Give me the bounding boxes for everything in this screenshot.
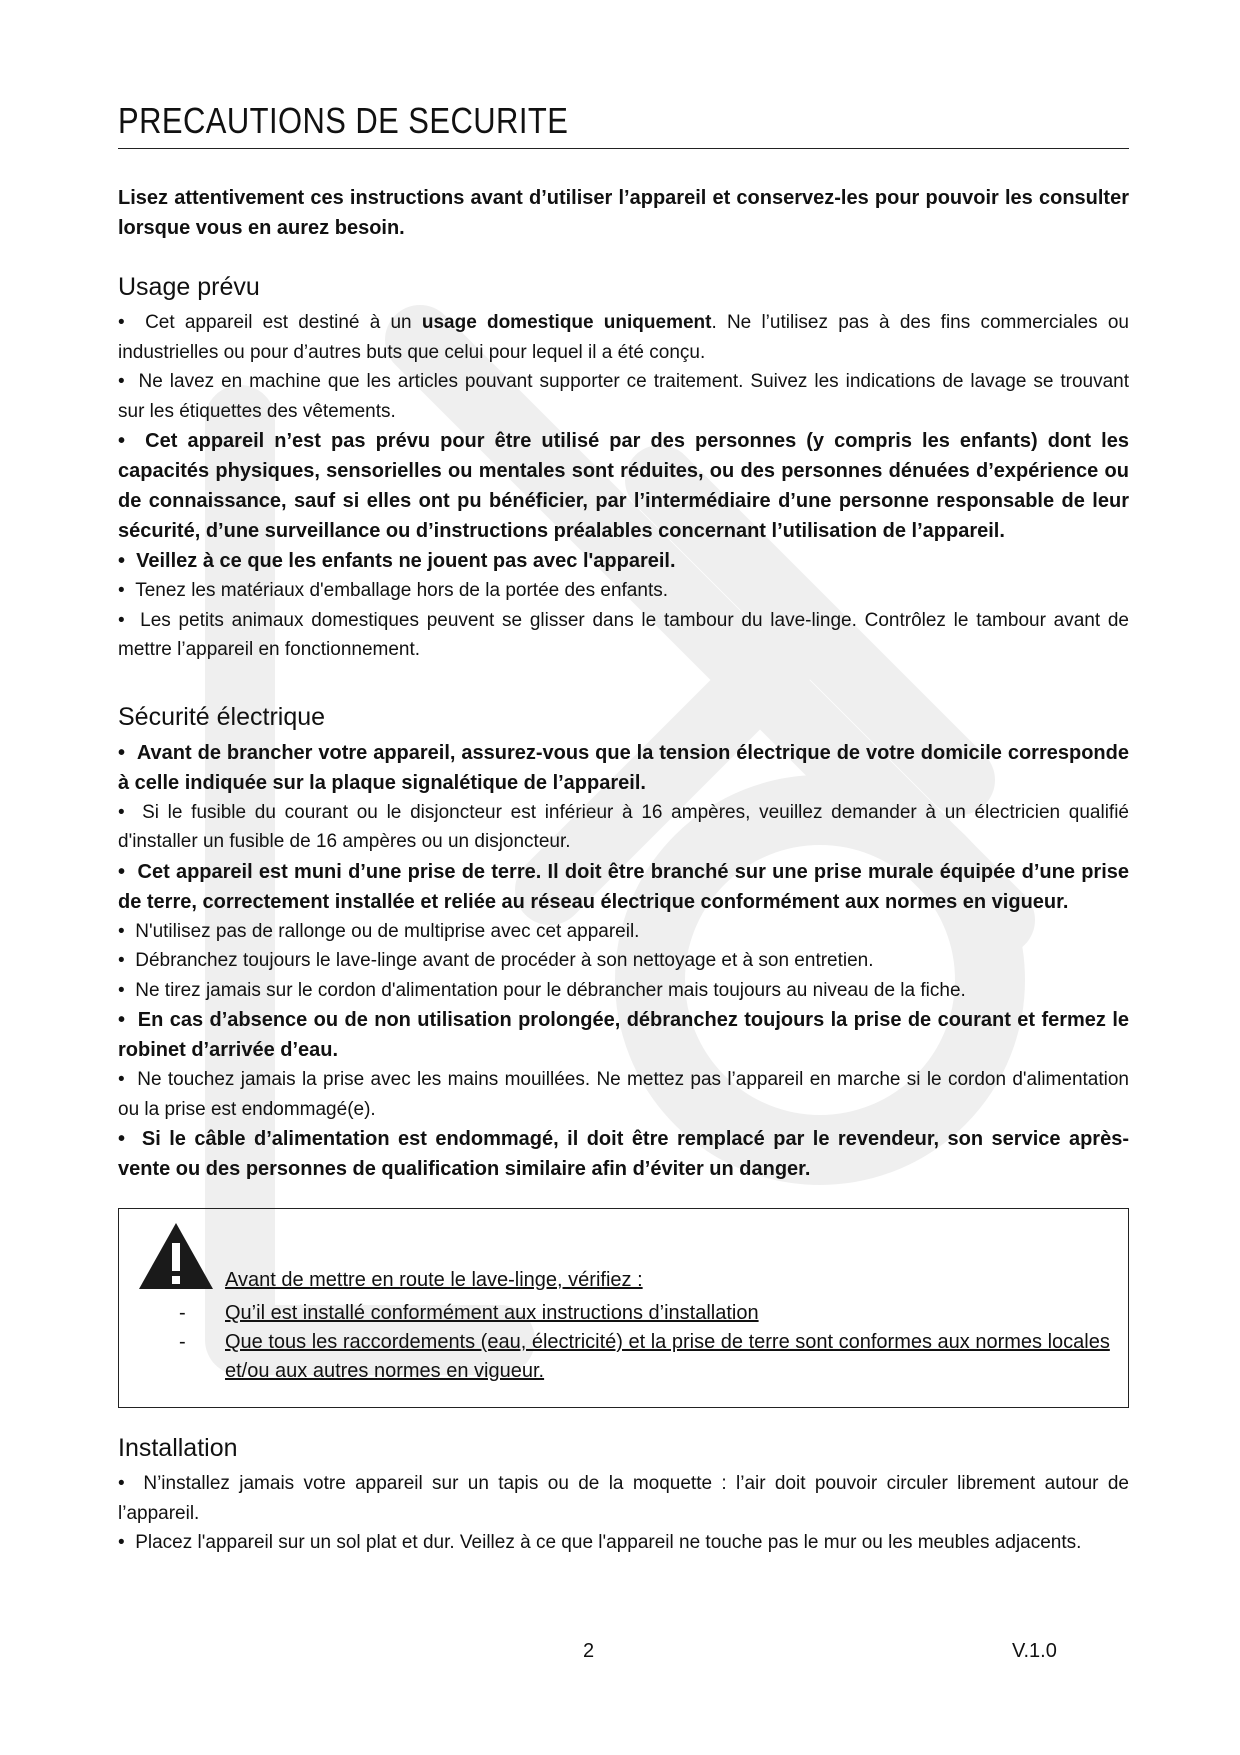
item-text: Qu’il est installé conformément aux instructions d’installation bbox=[225, 1302, 759, 1324]
section-heading-usage: Usage prévu bbox=[118, 273, 260, 301]
item-text: . Ne l’utilisez pas à des fins commerciales ou industrielles ou pour d’autres buts que celui pour lequel il a été conçu. bbox=[118, 312, 1129, 363]
document-page bbox=[118, 100, 1129, 1558]
item-emphasis: usage domestique uniquement bbox=[421, 312, 712, 333]
list-item: • Ne tirez jamais sur le cordon d'alimentation pour le débrancher mais toujours au niveau de la fiche. bbox=[118, 976, 1129, 1006]
list-item: • Si le câble d’alimentation est endommagé, il doit être remplacé par le revendeur, son service après-vente ou des personnes de qualification similaire afin d’éviter un danger. bbox=[118, 1124, 1129, 1184]
intro-paragraph: Lisez attentivement ces instructions avant d’utiliser l’appareil et conservez-les pour pouvoir les consulter lorsque vous en aurez besoin. bbox=[118, 187, 1129, 239]
list-item: • Ne touchez jamais la prise avec les mains mouillées. Ne mettez pas l’appareil en marche si le cordon d'alimentation ou la prise est endommagé(e). bbox=[118, 1065, 1129, 1124]
section-heading-electric: Sécurité électrique bbox=[118, 702, 326, 731]
warning-list bbox=[179, 1299, 1114, 1386]
dash-marker: - bbox=[179, 1302, 186, 1324]
list-item: • Cet appareil n’est pas prévu pour être utilisé par des personnes (y compris les enfants) dont les capacités physiques, sensorielles ou mentales sont réduites, ou des personnes dénuées d’expérience ou de connaissance, sauf si elles ont pu bénéficier, par l’intermédiaire d’une personne responsable de leur sécurité, d’une surveillance ou d’instructions préalables concernant l’utilisation de l’appareil. bbox=[118, 426, 1129, 546]
warning-triangle-icon bbox=[137, 1221, 215, 1291]
list-item: • Ne lavez en machine que les articles pouvant supporter ce traitement. Suivez les indications de lavage se trouvant sur les étiquettes des vêtements. bbox=[118, 367, 1129, 426]
list-item: • N’installez jamais votre appareil sur un tapis ou de la moquette : l’air doit pouvoir circuler librement autour de l’appareil. bbox=[118, 1469, 1129, 1528]
page-number: 2 bbox=[583, 1640, 595, 1662]
list-item: • Avant de brancher votre appareil, assurez-vous que la tension électrique de votre domicile corresponde à celle indiquée sur la plaque signalétique de l’appareil. bbox=[118, 738, 1129, 798]
list-item: • Veillez à ce que les enfants ne jouent pas avec l'appareil. bbox=[118, 546, 1129, 576]
list-item: • En cas d’absence ou de non utilisation prolongée, débranchez toujours la prise de courant et fermez le robinet d’arrivée d’eau. bbox=[118, 1005, 1129, 1065]
warning-box bbox=[118, 1208, 1129, 1408]
list-item: • Placez l'appareil sur un sol plat et dur. Veillez à ce que l'appareil ne touche pas le mur ou les meubles adjacents. bbox=[118, 1528, 1129, 1558]
list-item: • N'utilisez pas de rallonge ou de multiprise avec cet appareil. bbox=[118, 917, 1129, 947]
title-block bbox=[118, 100, 1129, 149]
dash-marker: - bbox=[179, 1331, 186, 1353]
list-item bbox=[179, 1328, 1114, 1386]
version-label: V.1.0 bbox=[1012, 1640, 1057, 1662]
item-text: Cet appareil est destiné à un bbox=[145, 312, 422, 333]
list-item: • Tenez les matériaux d'emballage hors de la portée des enfants. bbox=[118, 576, 1129, 606]
list-item bbox=[179, 1299, 1114, 1328]
list-item: • Les petits animaux domestiques peuvent se glisser dans le tambour du lave-linge. Contrôlez le tambour avant de mettre l’appareil en fonctionnement. bbox=[118, 606, 1129, 665]
list-item bbox=[118, 308, 1129, 367]
warning-heading: Avant de mettre en route le lave-linge, vérifiez : bbox=[225, 1269, 643, 1291]
electric-list bbox=[118, 738, 1129, 1185]
installation-list bbox=[118, 1469, 1129, 1558]
list-item: • Cet appareil est muni d’une prise de terre. Il doit être branché sur une prise murale équipée d’une prise de terre, correctement installée et reliée au réseau électrique conformément aux normes en vigueur. bbox=[118, 857, 1129, 917]
usage-list bbox=[118, 308, 1129, 665]
list-item: • Si le fusible du courant ou le disjoncteur est inférieur à 16 ampères, veuillez demander à un électricien qualifié d'installer un fusible de 16 ampères ou un disjoncteur. bbox=[118, 798, 1129, 857]
page-title: PRECAUTIONS DE SECURITE bbox=[118, 100, 569, 141]
list-item: • Débranchez toujours le lave-linge avant de procéder à son nettoyage et à son entretien. bbox=[118, 946, 1129, 976]
item-text: Que tous les raccordements (eau, électricité) et la prise de terre sont conformes aux normes locales et/ou aux autres normes en vigueur. bbox=[225, 1331, 1110, 1382]
section-heading-installation: Installation bbox=[118, 1434, 238, 1462]
